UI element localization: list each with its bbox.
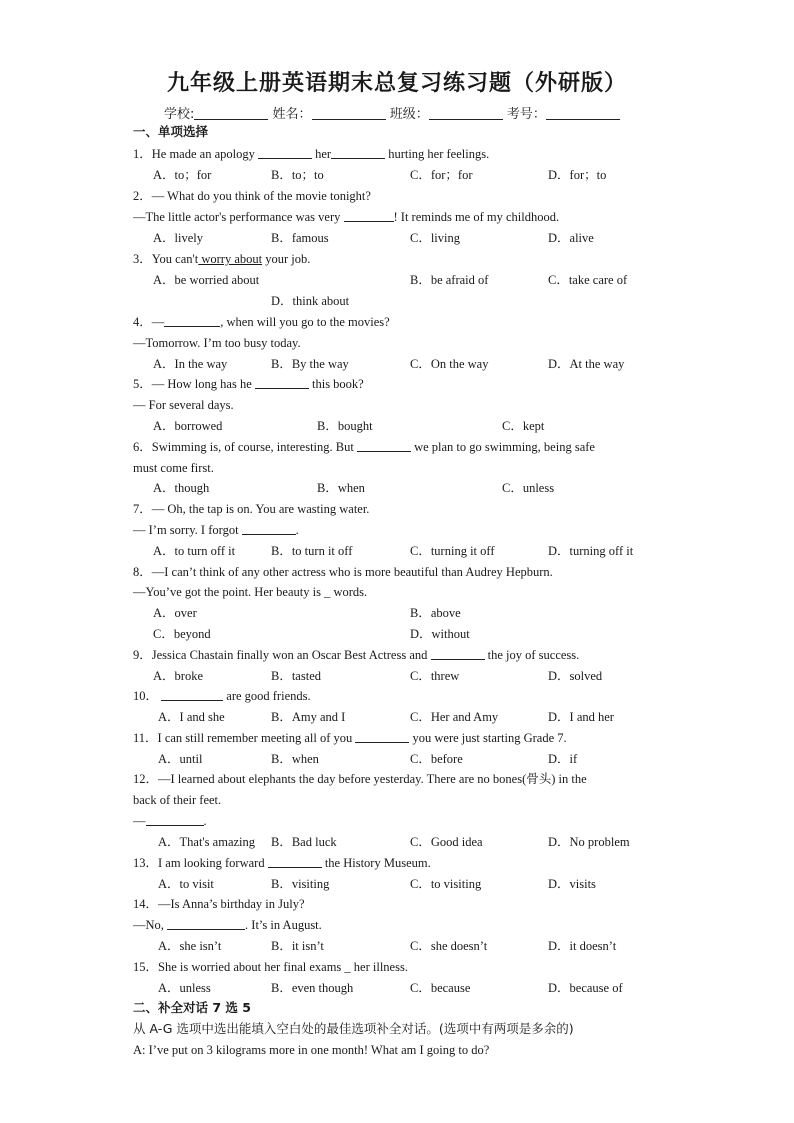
q12-text-post: .: [203, 814, 207, 828]
q9-text-post: the joy of success.: [484, 648, 580, 662]
q3-text-post: your job.: [262, 252, 311, 266]
q14-option-c: C．she doesn’t: [410, 939, 488, 953]
q13-text-post: the History Museum.: [321, 856, 431, 870]
q4-option-d: D．At the way: [548, 357, 625, 371]
q11-option-b: B．when: [271, 752, 319, 766]
q9-option-b: B．tasted: [271, 669, 321, 683]
section-1-heading: 一、单项选择: [133, 124, 209, 139]
q12-text-pre: —: [133, 814, 146, 828]
q12-blank[interactable]: [146, 813, 204, 826]
q9-option-c: C．threw: [410, 669, 460, 683]
q10-option-b: B．Amy and I: [271, 710, 346, 724]
q7-text-post: .: [295, 523, 299, 537]
q1-text-pre: 1．He made an apology: [133, 147, 258, 161]
q2-text-pre: —The little actor's performance was very: [133, 210, 344, 224]
q6-option-b: B．when: [317, 481, 365, 495]
q2-option-c: C．living: [410, 231, 461, 245]
q3-option-c: C．take care of: [548, 273, 628, 287]
section-2-instruction: 从 A-G 选项中选出能填入空白处的最佳选项补全对话。(选项中有两项是多余的): [133, 1021, 574, 1036]
q5-text-post: this book?: [308, 377, 364, 391]
q10-text-post: are good friends.: [223, 689, 311, 703]
question-11-stem: [133, 730, 567, 746]
q6-option-c: C．unless: [502, 481, 555, 495]
question-1-stem: [133, 146, 489, 162]
q6-text-pre: 6．Swimming is, of course, interesting. But: [133, 440, 357, 454]
q10-option-a: A．I and she: [158, 710, 225, 724]
question-2-stem: 2．— What do you think of the movie tonight?: [133, 189, 371, 203]
q6-text-post: we plan to go swimming, being safe: [410, 440, 595, 454]
q1-option-b: B．to；to: [271, 168, 324, 182]
q3-underlined-phrase: worry about: [198, 252, 263, 266]
q10-option-d: D．I and her: [548, 710, 614, 724]
q8-option-b: B．above: [410, 606, 461, 620]
q1-option-d: D．for；to: [548, 168, 607, 182]
q14-option-a: A．she isn’t: [158, 939, 222, 953]
q13-option-a: A．to visit: [158, 877, 214, 891]
q11-blank[interactable]: [355, 730, 409, 743]
q7-option-c: C．turning it off: [410, 544, 495, 558]
class-field[interactable]: [429, 106, 503, 120]
q13-text-pre: 13．I am looking forward: [133, 856, 268, 870]
question-12-reply: [133, 813, 207, 829]
q14-option-d: D．it doesn’t: [548, 939, 617, 953]
school-field[interactable]: [194, 106, 268, 120]
q2-option-a: A．lively: [153, 231, 203, 245]
school-label: 学校:: [164, 107, 195, 122]
q12-text-end: ) in the: [551, 772, 587, 786]
q1-option-a: A．to；for: [153, 168, 212, 182]
q11-text-post: you were just starting Grade 7.: [409, 731, 567, 745]
q2-option-d: D．alive: [548, 231, 594, 245]
class-label: 班级：: [389, 107, 429, 122]
question-10-stem: [133, 688, 311, 704]
q5-blank[interactable]: [255, 376, 309, 389]
q14-option-b: B．it isn’t: [271, 939, 324, 953]
q7-text-pre: — I’m sorry. I forgot: [133, 523, 242, 537]
q12-text-en: 12．—I learned about elephants the day before yesterday. There are no bones(: [133, 772, 527, 786]
student-info-line: [164, 103, 620, 122]
question-12-stem: [133, 771, 587, 787]
q11-option-c: C．before: [410, 752, 463, 766]
q8-option-d: D．without: [410, 627, 470, 641]
q9-text-pre: 9．Jessica Chastain finally won an Oscar Best Actress and: [133, 648, 431, 662]
q14-text-pre: —No,: [133, 918, 168, 932]
q15-option-b: B．even though: [271, 981, 354, 995]
q4-option-a: A．In the way: [153, 357, 228, 371]
q13-option-b: B．visiting: [271, 877, 330, 891]
q7-blank[interactable]: [242, 522, 296, 535]
q4-text-pre: 4．—: [133, 315, 165, 329]
q6-blank[interactable]: [357, 439, 411, 452]
q4-option-c: C．On the way: [410, 357, 489, 371]
q5-option-a: A．borrowed: [153, 419, 223, 433]
q5-option-b: B．bought: [317, 419, 373, 433]
question-7-stem: 7．— Oh, the tap is on. You are wasting water.: [133, 502, 370, 516]
q7-option-b: B．to turn it off: [271, 544, 353, 558]
q4-text-post: , when will you go to the movies?: [220, 315, 390, 329]
question-3-stem: [133, 251, 310, 267]
q12-option-d: D．No problem: [548, 835, 630, 849]
name-label: 姓名：: [272, 107, 312, 122]
question-5-reply: — For several days.: [133, 398, 234, 412]
q2-blank[interactable]: [344, 209, 394, 222]
exam-number-label: 考号：: [506, 107, 546, 122]
q14-text-post: . It’s in August.: [245, 918, 322, 932]
q9-option-a: A．broke: [153, 669, 203, 683]
q7-option-d: D．turning off it: [548, 544, 634, 558]
q2-option-b: B．famous: [271, 231, 329, 245]
question-5-stem: [133, 376, 364, 392]
q10-option-c: C．Her and Amy: [410, 710, 499, 724]
q4-blank[interactable]: [164, 314, 220, 327]
question-4-reply: —Tomorrow. I’m too busy today.: [133, 336, 301, 350]
exam-number-field[interactable]: [546, 106, 620, 120]
q5-option-c: C．kept: [502, 419, 545, 433]
q1-text-post: hurting her feelings.: [385, 147, 490, 161]
q1-blank-1[interactable]: [258, 146, 312, 159]
q9-blank[interactable]: [431, 647, 485, 660]
q1-text-mid: her: [311, 147, 332, 161]
question-6-stem-cont: must come first.: [133, 461, 214, 475]
q12-option-b: B．Bad luck: [271, 835, 337, 849]
q11-option-a: A．until: [158, 752, 203, 766]
q4-option-b: B．By the way: [271, 357, 349, 371]
question-14-reply: [133, 917, 322, 933]
question-4-stem: [133, 314, 390, 330]
q5-text-pre: 5．— How long has he: [133, 377, 255, 391]
q1-blank-2[interactable]: [331, 146, 385, 159]
q12-option-c: C．Good idea: [410, 835, 483, 849]
q11-option-d: D．if: [548, 752, 578, 766]
q12-text-cn: 骨头: [526, 771, 552, 786]
question-15-stem: 15．She is worried about her final exams _ her illness.: [133, 960, 408, 974]
question-7-reply: [133, 522, 299, 538]
q3-text-pre: 3．You can't: [133, 252, 199, 266]
question-2-reply: [133, 209, 559, 225]
q13-option-c: C．to visiting: [410, 877, 482, 891]
q1-option-c: C．for；for: [410, 168, 473, 182]
q13-option-d: D．visits: [548, 877, 596, 891]
q14-blank[interactable]: [167, 917, 245, 930]
q8-option-c: C．beyond: [153, 627, 211, 641]
q10-blank[interactable]: [161, 688, 223, 701]
name-field[interactable]: [312, 106, 386, 120]
q15-option-a: A．unless: [158, 981, 211, 995]
q9-option-d: D．solved: [548, 669, 603, 683]
q10-text-pre: 10．: [133, 689, 162, 703]
question-9-stem: [133, 647, 579, 663]
q15-option-d: D．because of: [548, 981, 623, 995]
q2-text-post: ! It reminds me of my childhood.: [393, 210, 560, 224]
question-8-stem: 8．—I can’t think of any other actress who is more beautiful than Audrey Hepburn.: [133, 565, 553, 579]
question-8-reply: —You’ve got the point. Her beauty is _ words.: [133, 585, 368, 599]
q3-option-a: A．be worried about: [153, 273, 260, 287]
q12-option-a: A．That's amazing: [158, 835, 256, 849]
question-14-stem: 14．—Is Anna’s birthday in July?: [133, 897, 305, 911]
section-2-heading: 二、补全对话 7 选 5: [133, 1000, 251, 1015]
q15-option-c: C．because: [410, 981, 471, 995]
q8-option-a: A．over: [153, 606, 197, 620]
question-12-stem-cont: back of their feet.: [133, 793, 222, 807]
q7-option-a: A．to turn off it: [153, 544, 236, 558]
q3-option-b: B．be afraid of: [410, 273, 489, 287]
q11-text-pre: 11．I can still remember meeting all of you: [133, 731, 356, 745]
q3-option-d: D．think about: [271, 294, 350, 308]
page-title: 九年级上册英语期末总复习练习题（外研版）: [166, 71, 627, 96]
q13-blank[interactable]: [268, 855, 322, 868]
q6-option-a: A．though: [153, 481, 210, 495]
question-13-stem: [133, 855, 431, 871]
section-2-dialog-line-1: A: I’ve put on 3 kilograms more in one month! What am I going to do?: [133, 1043, 490, 1057]
question-6-stem: [133, 439, 595, 455]
